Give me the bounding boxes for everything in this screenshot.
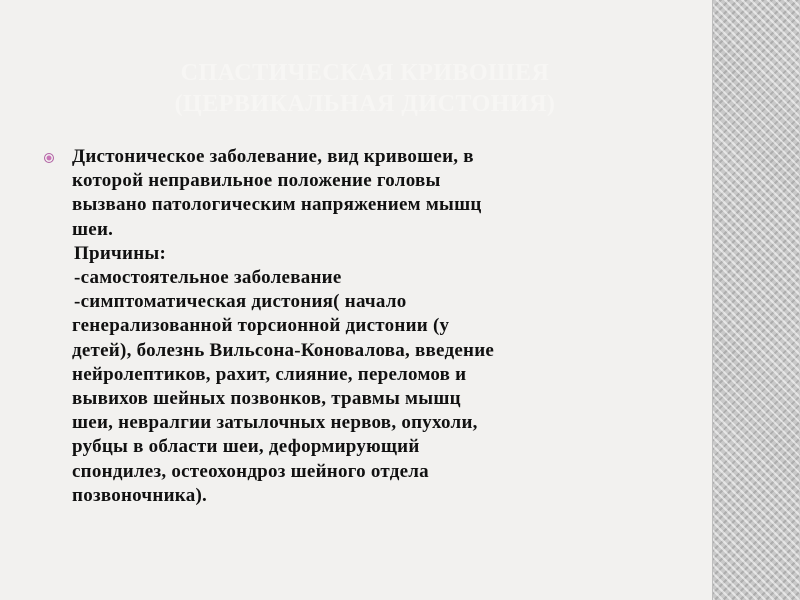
body-line-13: рубцы в области шеи, деформирующий <box>72 436 420 458</box>
circle-bullet-icon <box>44 153 54 163</box>
body-line-11: вывихов шейных позвонков, травмы мышц <box>72 388 461 410</box>
slide-title <box>60 58 670 120</box>
slide-body-list <box>40 145 680 508</box>
slide-title-line-2: (ЦЕРВИКАЛЬНАЯ ДИСТОНИЯ) <box>174 91 556 117</box>
body-line-14: спондилез, остеохондроз шейного отдела <box>72 460 429 482</box>
bullet-text <box>72 145 680 508</box>
body-line-1: Дистоническое заболевание, вид кривошеи, в <box>72 146 474 167</box>
body-line-9: детей), болезнь Вильсона-Коновалова, введение <box>72 339 495 361</box>
body-line-6: -самостоятельное заболевание <box>74 267 342 289</box>
body-line-4: шеи. <box>72 218 114 240</box>
slide-title-line-1: СПАСТИЧЕСКАЯ КРИВОШЕЯ <box>180 60 550 86</box>
body-line-7: -симптоматическая дистония( начало <box>74 291 407 313</box>
list-item <box>40 145 680 508</box>
decorative-side-band <box>712 0 800 600</box>
body-line-3: вызвано патологическим напряжением мышц <box>72 194 482 216</box>
body-line-5: Причины: <box>74 242 167 264</box>
body-line-10: нейролептиков, рахит, слияние, переломов и <box>72 363 467 385</box>
body-line-8: генерализованной торсионной дистонии (у <box>72 315 450 337</box>
body-line-15: позвоночника). <box>72 484 208 506</box>
body-line-12: шеи, невралгии затылочных нервов, опухоли, <box>72 412 478 434</box>
body-line-2: которой неправильное положение головы <box>72 170 441 192</box>
